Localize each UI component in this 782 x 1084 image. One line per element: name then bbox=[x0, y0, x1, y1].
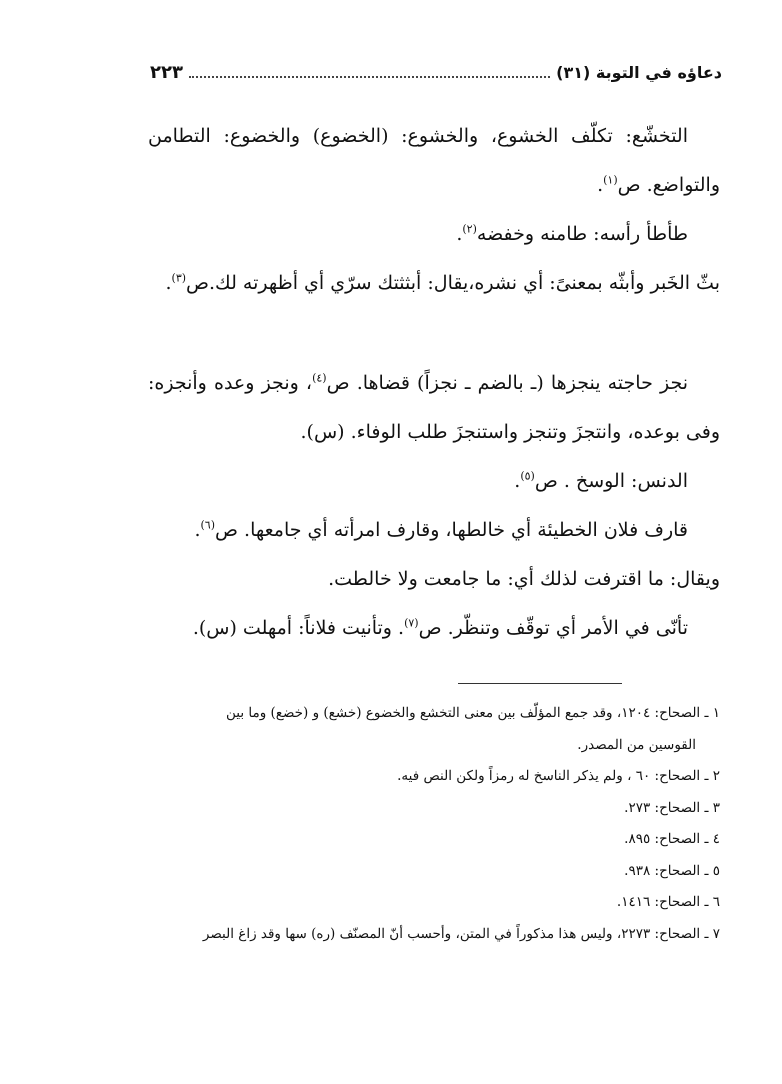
footnote-text: ـ الصحاح: ٢٧٣. bbox=[624, 799, 709, 816]
footnote-ref: (٦) bbox=[200, 518, 216, 532]
running-header bbox=[150, 62, 722, 88]
footnote-ref: (٣) bbox=[171, 271, 187, 285]
footnote-number: ٤ bbox=[712, 831, 720, 847]
footnote-number: ٢ bbox=[712, 768, 720, 784]
paragraph-text: . وتأنيت فلاناً: أمهلت (س). bbox=[192, 617, 405, 639]
footnote-number: ٥ bbox=[712, 862, 720, 879]
paragraph-line: والتواضع. ص bbox=[617, 174, 720, 196]
paragraph-najaz bbox=[148, 359, 720, 457]
footnote-separator bbox=[458, 683, 622, 684]
footnote-ref: (٤) bbox=[312, 371, 327, 385]
footnote-number: ١ bbox=[712, 705, 720, 721]
paragraph-text: نجز حاجته ينجزها (ـ بالضم ـ نجزاً) قضاها. ص bbox=[326, 372, 689, 394]
footnote-ref: (١) bbox=[603, 173, 618, 187]
paragraph-taata bbox=[148, 210, 720, 259]
paragraph-end: . bbox=[597, 174, 604, 196]
footnote-text: ـ الصحاح: ٨٩٥. bbox=[624, 831, 709, 847]
footnote-number: ٦ bbox=[712, 894, 720, 910]
paragraph-danas bbox=[148, 457, 720, 506]
paragraph-bathth bbox=[148, 259, 720, 308]
paragraph-text: تأنّى في الأمر أي توقّف وتنظّر. ص bbox=[418, 617, 688, 639]
footnote-ref: (٥) bbox=[520, 469, 535, 483]
paragraph-end: . bbox=[194, 519, 201, 541]
footnote-number: ٣ bbox=[712, 799, 720, 816]
paragraph-yuqal bbox=[148, 555, 720, 604]
paragraph-end: . bbox=[165, 272, 172, 294]
footnote-text: ـ الصحاح: ٦٠ ، ولم يذكر الناسخ له رمزاً ولكن النص فيه. bbox=[397, 768, 709, 784]
paragraph-qarafa bbox=[148, 506, 720, 555]
footnote-number: ٧ bbox=[712, 925, 720, 942]
dotted-leader bbox=[189, 62, 550, 78]
footnote-item bbox=[148, 824, 720, 856]
footnote-text: ـ الصحاح: ٢٢٧٣، وليس هذا مذكوراً في المتن، وأحسب أنّ المصنّف (ره) سها وقد زاغ البصر bbox=[202, 925, 709, 942]
section-gap bbox=[148, 308, 720, 359]
footnote-item bbox=[148, 919, 720, 951]
footnote-ref: (٢) bbox=[462, 222, 477, 236]
footnote-text: القوسين من المصدر. bbox=[577, 736, 696, 753]
paragraph-taanna bbox=[148, 604, 720, 653]
paragraph-text: بثّ الخَبر وأبثّه بمعنىً: أي نشره،يقال: أبثثتك سرّي أي أظهرته لك.ص bbox=[186, 272, 720, 294]
footnote-continuation bbox=[148, 730, 720, 762]
paragraph-text: ويقال: ما اقترفت لذلك أي: ما جامعت ولا خالطت. bbox=[328, 568, 720, 590]
footnote-item bbox=[148, 698, 720, 730]
paragraph-end: . bbox=[514, 470, 521, 492]
footnote-item bbox=[148, 856, 720, 888]
footnote-item bbox=[148, 793, 720, 825]
page-number: ٢٢٣ bbox=[150, 62, 183, 83]
footnote-text: ـ الصحاح: ١٤١٦. bbox=[616, 894, 709, 910]
footnotes bbox=[148, 698, 720, 950]
paragraph-takhashshu bbox=[148, 112, 720, 210]
footnote-item bbox=[148, 761, 720, 793]
main-text bbox=[148, 112, 720, 653]
footnote-item bbox=[148, 887, 720, 919]
paragraph-text: طأطأ رأسه: طامنه وخفضه bbox=[476, 223, 688, 245]
paragraph-text: ، ونجز وعده وأنجزه: وفى بوعده، وانتجزَ وتنجز واستنجزَ طلب الوفاء. (س). bbox=[148, 372, 720, 443]
footnote-ref: (٧) bbox=[404, 616, 419, 630]
paragraph-text: الدنس: الوسخ . ص bbox=[534, 470, 688, 492]
paragraph-line: التخشّع: تكلّف الخشوع، والخشوع: (الخضوع) والخضوع: التطامن bbox=[148, 125, 688, 147]
paragraph-end: . bbox=[456, 223, 463, 245]
paragraph-text: قارف فلان الخطيئة أي خالطها، وقارف امرأته أي جامعها. ص bbox=[215, 519, 688, 541]
footnote-text: ـ الصحاح: ٩٣٨. bbox=[624, 862, 709, 879]
footnote-text: ـ الصحاح: ١٢٠٤، وقد جمع المؤلّف بين معنى التخشع والخضوع (خشع) و (خضع) وما بين bbox=[225, 705, 709, 721]
running-title: دعاؤه في التوبة (٣١) bbox=[556, 63, 722, 82]
